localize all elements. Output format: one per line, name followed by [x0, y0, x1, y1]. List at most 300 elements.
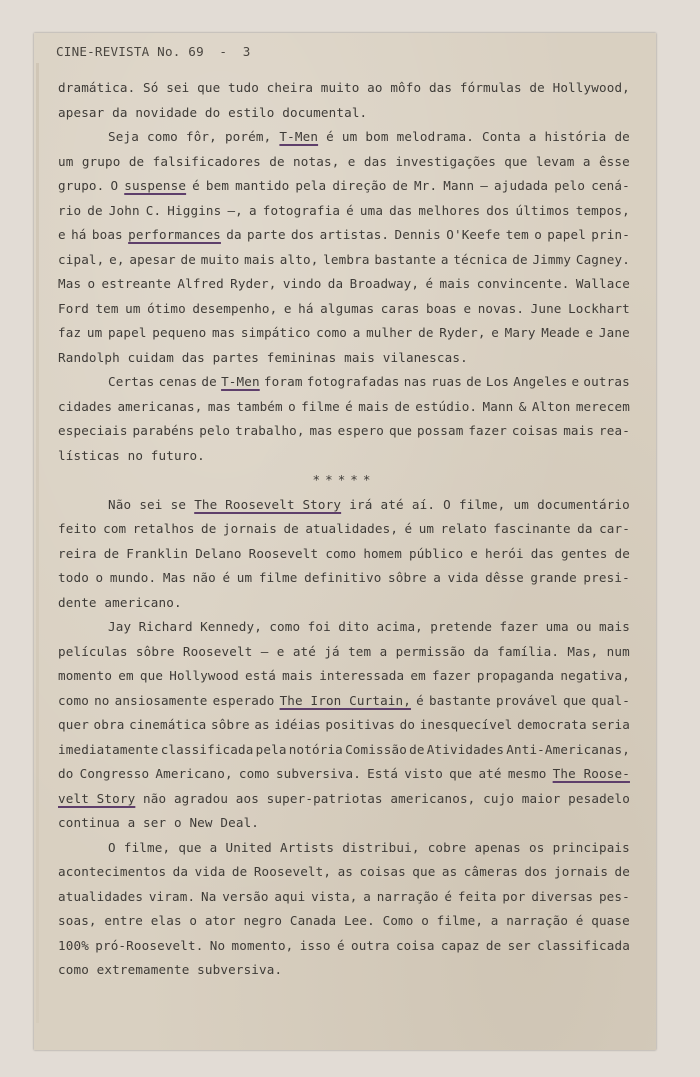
word: da	[473, 643, 489, 659]
word: Mas	[162, 570, 187, 585]
underlined-title: velt Story	[58, 790, 136, 806]
text-line	[58, 297, 630, 322]
word: já	[324, 643, 340, 659]
word: não	[143, 790, 167, 806]
word: isso	[299, 937, 331, 953]
word: tem	[505, 227, 529, 242]
word: fotografadas	[306, 374, 400, 389]
text-line	[58, 493, 630, 518]
word: boas	[425, 300, 457, 316]
word: de	[103, 545, 120, 561]
word: lísticas no futuro.	[58, 447, 205, 463]
word: porém,	[224, 129, 272, 144]
word: inesquecível	[419, 717, 513, 732]
word: do	[58, 766, 74, 781]
word: quer	[58, 717, 89, 732]
word: Roosevelt	[248, 545, 319, 561]
word: mesmo	[507, 766, 547, 781]
word: que	[562, 692, 587, 708]
word: seria	[591, 717, 630, 732]
word: o	[189, 913, 198, 928]
word: trabalho,	[235, 423, 305, 438]
word: cheira	[266, 80, 314, 95]
word: faz	[58, 325, 82, 340]
word: visto	[404, 766, 443, 781]
word: é	[192, 178, 200, 193]
word: as	[441, 864, 458, 879]
word: filme	[301, 398, 340, 414]
text-line	[58, 174, 630, 199]
word: momento,	[231, 937, 294, 953]
word: de	[180, 251, 196, 267]
word: fórmulas	[459, 80, 522, 95]
word: Ryder,	[230, 276, 277, 291]
word: bastante	[374, 251, 437, 267]
word: Los	[485, 374, 510, 389]
word: classificada	[160, 741, 254, 757]
word: fôr,	[185, 129, 217, 144]
text-line	[58, 199, 630, 224]
underlined-title: T-Men	[221, 374, 260, 389]
word: de	[394, 398, 410, 414]
word: continua a ser o New Deal.	[58, 815, 260, 830]
word: Broadway,	[349, 276, 420, 291]
word: família.	[497, 643, 560, 659]
word: mais	[563, 423, 595, 438]
word: direção	[332, 178, 387, 193]
word: fazer	[499, 619, 539, 634]
word: Americano,	[155, 766, 233, 781]
word: que	[412, 864, 436, 879]
word: Mary	[504, 325, 536, 340]
word: provável	[495, 692, 558, 708]
text-line	[58, 664, 630, 689]
word: Roosevelt	[182, 643, 253, 659]
word: Alfred	[177, 276, 224, 291]
underlined-title: T-Men	[279, 129, 319, 144]
word: mas	[212, 325, 236, 340]
text-line	[58, 591, 630, 616]
word: o	[288, 398, 296, 414]
word: C.	[145, 202, 162, 218]
word: fotografia	[262, 202, 341, 218]
word: pelo	[554, 178, 586, 193]
word: é	[346, 202, 354, 218]
word: papel	[547, 227, 586, 242]
word: principais	[552, 839, 630, 855]
word: momento	[58, 668, 113, 683]
word: um	[418, 521, 435, 536]
word: sôbre	[135, 643, 175, 659]
text-line	[58, 101, 630, 126]
word: fazer	[468, 423, 507, 438]
word: um	[513, 496, 529, 512]
word: propaganda	[476, 668, 555, 683]
word: capaz	[440, 937, 480, 953]
word: Wallace	[575, 276, 630, 291]
word: de	[128, 153, 145, 169]
word: vista,	[311, 888, 358, 904]
word: tem	[348, 643, 372, 659]
word: filme,	[436, 913, 484, 928]
word: até	[380, 496, 404, 512]
word: pequeno	[152, 325, 207, 340]
word: fazer	[432, 668, 471, 683]
underlined-title: The Roosevelt Story	[194, 496, 342, 512]
word: como	[316, 325, 348, 340]
word: num	[606, 643, 630, 659]
word: mais	[358, 398, 390, 414]
word: merecem	[575, 398, 630, 414]
word: câmeras	[463, 864, 518, 879]
word: é	[336, 937, 345, 953]
word: mundo.	[109, 570, 157, 585]
word: Anti-Americanas,	[506, 741, 630, 757]
word: tudo	[228, 80, 259, 95]
word: cená-	[591, 178, 630, 193]
word: vindo	[282, 276, 322, 291]
word: Ryder,	[439, 325, 486, 340]
word: Na	[201, 888, 217, 904]
text-line	[58, 738, 630, 763]
word: ótimo	[147, 300, 186, 316]
word: coisas	[359, 864, 406, 879]
underlined-title: performances	[128, 227, 221, 242]
word: em	[410, 668, 426, 683]
word: que	[388, 423, 413, 438]
word: de	[201, 521, 217, 536]
word: no	[94, 692, 110, 708]
word: Meade	[541, 325, 580, 340]
word: Higgins	[167, 202, 222, 218]
word: papel	[107, 325, 147, 340]
word: gentes	[561, 545, 608, 561]
word: investigações	[395, 153, 496, 169]
word: e	[283, 300, 292, 316]
word: Alton	[531, 398, 571, 414]
word: democrata	[517, 717, 587, 732]
text-line	[58, 444, 630, 469]
word: como	[146, 129, 178, 144]
word: O'Keefe	[446, 227, 501, 242]
word: de	[392, 178, 408, 193]
text-line	[58, 272, 630, 297]
word: maior	[521, 790, 561, 806]
section-separator	[58, 468, 630, 493]
word: convincente.	[476, 276, 570, 291]
word: pesadelo	[568, 790, 630, 806]
underlined-title: suspense	[124, 178, 187, 193]
word: idéias	[274, 717, 321, 732]
word: Hollywood,	[552, 80, 630, 95]
word: Artists	[280, 839, 335, 855]
word: as	[337, 864, 354, 879]
word: das	[389, 202, 413, 218]
word: cipal,	[58, 251, 105, 267]
word: apesar	[129, 251, 176, 267]
word: Como	[382, 913, 414, 928]
word: de	[269, 153, 285, 169]
word: June	[530, 300, 562, 316]
word: técnica	[453, 251, 508, 267]
word: que	[504, 153, 528, 169]
word: é	[345, 398, 353, 414]
word: Richard	[138, 619, 193, 634]
word: estreante	[101, 276, 172, 291]
text-line	[58, 640, 630, 665]
word: grupo.	[58, 178, 105, 193]
word: No	[209, 937, 226, 953]
word: imediatamente	[58, 741, 159, 757]
word: há	[71, 227, 87, 242]
word: falsificadores	[152, 153, 261, 169]
word: a	[440, 251, 449, 267]
word: permissão	[395, 643, 466, 659]
text-line	[58, 615, 630, 640]
word: especiais	[58, 423, 128, 438]
word: filme,	[123, 839, 171, 855]
word: a	[582, 153, 591, 169]
word: e	[347, 153, 356, 169]
word: dramática.	[58, 80, 136, 95]
text-line	[58, 150, 630, 175]
word: melhores	[418, 202, 481, 218]
word: uma	[545, 619, 569, 634]
text-line	[58, 419, 630, 444]
word: grupo	[81, 153, 121, 169]
word: bastante	[429, 692, 491, 708]
text-line	[58, 370, 630, 395]
word: história	[544, 129, 607, 144]
word: cobre	[427, 839, 467, 855]
word: aqui	[274, 888, 306, 904]
word: pretende	[430, 619, 493, 634]
word: os	[529, 839, 545, 855]
word: o	[421, 913, 429, 928]
word: um	[236, 570, 253, 585]
word: relato	[440, 521, 487, 536]
paper-edge-shadow	[36, 63, 39, 1023]
word: artistas.	[319, 227, 390, 242]
word: Hollywood	[169, 668, 239, 683]
text-line	[58, 934, 630, 959]
word: ou	[576, 619, 592, 634]
word: ansiosamente	[114, 692, 208, 708]
word: esperado	[212, 692, 275, 708]
word: como	[58, 692, 89, 708]
page-header: CINE-REVISTA No. 69 - 3	[56, 44, 251, 59]
word: das	[428, 80, 453, 95]
word: homem	[363, 545, 402, 561]
word: da	[226, 227, 242, 242]
word: elas	[150, 913, 182, 928]
word: é	[575, 913, 584, 928]
word: de	[512, 251, 528, 267]
word: o	[87, 276, 96, 291]
word: rea-	[599, 423, 630, 438]
word: apenas	[474, 839, 521, 855]
word: diversas	[531, 888, 594, 904]
word: entre	[104, 913, 144, 928]
word: positivas	[325, 717, 395, 732]
word: de	[283, 521, 299, 536]
word: pelo	[199, 423, 231, 438]
word: de	[614, 129, 630, 144]
word: êsse	[598, 153, 630, 169]
word: um	[341, 129, 358, 144]
word: simpático	[240, 325, 311, 340]
word: mais	[439, 276, 471, 291]
word: documentário	[537, 496, 630, 512]
word: ajudada	[494, 178, 549, 193]
word: pela	[295, 178, 327, 193]
word: negro	[243, 913, 283, 928]
word: ser	[507, 937, 531, 953]
word: da	[172, 864, 189, 879]
word: dêsse	[485, 570, 524, 585]
word: sôbre	[211, 717, 250, 732]
word: e,	[109, 251, 125, 267]
word: americanos,	[390, 790, 476, 806]
word: desempenho,	[192, 300, 278, 316]
word: apesar da novidade do estilo documental.	[58, 104, 368, 120]
word: melodrama.	[396, 129, 474, 144]
word: tem	[95, 300, 119, 316]
word: é	[404, 521, 413, 536]
word: aos	[235, 790, 259, 806]
word: outras	[583, 374, 630, 389]
word: presi-	[583, 570, 630, 585]
word: americanas,	[117, 398, 203, 414]
word: môfo	[390, 80, 422, 95]
word: de	[418, 325, 434, 340]
word: subversiva.	[275, 766, 362, 781]
word: da	[577, 521, 593, 536]
word: cidades	[58, 398, 113, 414]
word: classificada	[537, 937, 630, 953]
word: bem	[205, 178, 230, 193]
word: mais	[599, 619, 630, 634]
word: Randolph cuidam das partes femininas mais vilanescas.	[58, 349, 468, 365]
word: cenas	[158, 374, 198, 389]
word: acima,	[376, 619, 423, 634]
word: o	[534, 227, 542, 242]
word: versão	[222, 888, 269, 904]
word: distribui,	[342, 839, 420, 855]
word: jornais	[222, 521, 278, 536]
word: fascinante	[493, 521, 571, 536]
word: com	[103, 521, 127, 536]
word: a	[248, 202, 257, 218]
word: e	[585, 325, 594, 340]
word: boas	[91, 227, 123, 242]
word: John	[108, 202, 140, 218]
word: narração	[376, 888, 439, 904]
text-line	[58, 909, 630, 934]
word: rio	[58, 202, 82, 218]
word: como	[269, 619, 301, 634]
word: mais	[282, 668, 314, 683]
word: coisas	[511, 423, 559, 438]
word: Comissão	[345, 741, 407, 757]
word: Congresso	[79, 766, 150, 781]
word: Kennedy,	[200, 619, 262, 634]
word: ruas	[431, 374, 463, 389]
text-line	[58, 125, 630, 150]
word: &	[518, 398, 527, 414]
text-line	[58, 223, 630, 248]
word: caras	[380, 300, 420, 316]
text-line	[58, 321, 630, 346]
word: espero	[337, 423, 385, 438]
word: como extremamente subversiva.	[58, 962, 283, 977]
word: é	[416, 692, 424, 708]
word: é	[425, 276, 434, 291]
word: como	[325, 545, 357, 561]
word: Angeles	[513, 374, 568, 389]
word: O	[108, 839, 116, 855]
word: a	[379, 643, 388, 659]
word: até	[478, 766, 502, 781]
word: dos	[291, 227, 315, 242]
word: películas	[58, 643, 128, 659]
word: feito	[58, 521, 97, 536]
word: outra	[350, 937, 390, 953]
underlined-title: The Roose-	[552, 766, 630, 781]
word: retalhos	[132, 521, 195, 536]
word: todo	[58, 570, 89, 585]
text-line	[58, 248, 630, 273]
word: Lockhart	[568, 300, 630, 316]
word: atualidades,	[305, 521, 399, 536]
word: Dennis	[394, 227, 441, 242]
word: Jay	[108, 619, 132, 634]
word: 100%	[58, 937, 89, 953]
word: de	[485, 937, 502, 953]
word: de	[466, 374, 482, 389]
word: a	[363, 888, 372, 904]
word: Conta	[482, 129, 521, 144]
word: mais	[244, 251, 276, 267]
word: de	[231, 864, 248, 879]
word: super-patriotas	[266, 790, 383, 806]
word: cinemática	[129, 717, 207, 732]
word: negativa,	[560, 668, 630, 683]
word: a	[490, 913, 499, 928]
text-line	[58, 762, 630, 787]
word: soas,	[58, 913, 97, 928]
text-line	[58, 346, 630, 371]
word: está	[245, 668, 276, 683]
word: Mas,	[567, 643, 599, 659]
word: de	[614, 864, 630, 879]
word: últimos	[515, 202, 570, 218]
text-line	[58, 860, 630, 885]
word: car-	[599, 521, 630, 536]
word: levam	[535, 153, 575, 169]
word: vida	[447, 570, 479, 585]
text-line	[58, 76, 630, 101]
word: viram.	[148, 888, 196, 904]
word: e	[491, 325, 499, 340]
word: atualidades	[58, 888, 144, 904]
word: bom	[365, 129, 389, 144]
word: qual-	[591, 692, 630, 708]
word: Mann	[482, 398, 514, 414]
word: de	[614, 545, 630, 561]
word: um	[86, 325, 103, 340]
word: Jimmy	[532, 251, 572, 267]
